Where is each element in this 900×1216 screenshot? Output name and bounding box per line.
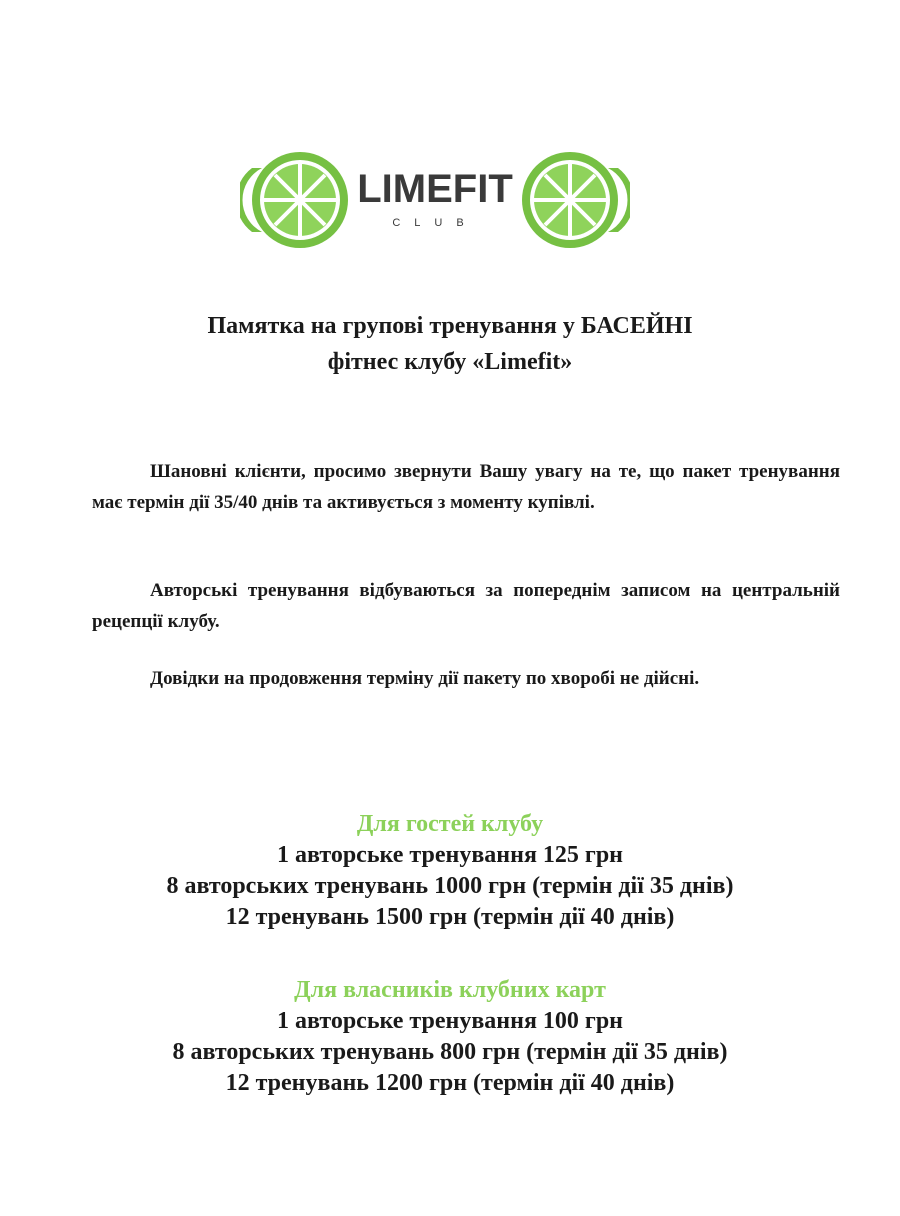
pricing-heading: Для гостей клубу [356,811,544,837]
lime-left-icon [240,152,348,248]
price-line: 1 авторське тренування 100 грн [277,1008,623,1034]
pricing-card-holders [0,974,900,1099]
logo-brand-text: LIMEFIT [357,167,513,211]
pricing-heading: Для власників клубних карт [294,977,606,1003]
price-line: 12 тренувань 1500 грн (термін дії 40 днів) [225,904,675,930]
lime-right-icon [522,152,630,248]
price-line: 1 авторське тренування 125 грн [277,842,623,868]
title-line-2: фітнес клубу «Limefit» [327,349,573,375]
title-line-1: Памятка на групові тренування у БАСЕЙНІ [207,313,693,339]
price-line: 12 тренувань 1200 грн (термін дії 40 днів) [225,1070,675,1096]
limefit-logo [240,150,630,250]
logo-club-text: CLUB [392,217,478,229]
price-line: 8 авторських тренувань 800 грн (термін дії 35 днів) [172,1039,728,1065]
price-line: 8 авторських тренувань 1000 грн (термін дії 35 днів) [166,873,734,899]
pricing-guests [0,808,900,933]
notice-paragraph-validity: Шановні клієнти, просимо звернути Вашу увагу на те, що пакет тренування має термін дії 35/40 днів та активується з моменту купівлі. [92,461,840,513]
limefit-logo-graphic [240,150,630,250]
notice-paragraph-booking: Авторські тренування відбуваються за попереднім записом на центральній рецепції клубу. [92,580,840,632]
notice-paragraph-sick-leave: Довідки на продовження терміну дії пакету по хворобі не дійсні. [150,668,700,689]
page-title [0,308,900,380]
